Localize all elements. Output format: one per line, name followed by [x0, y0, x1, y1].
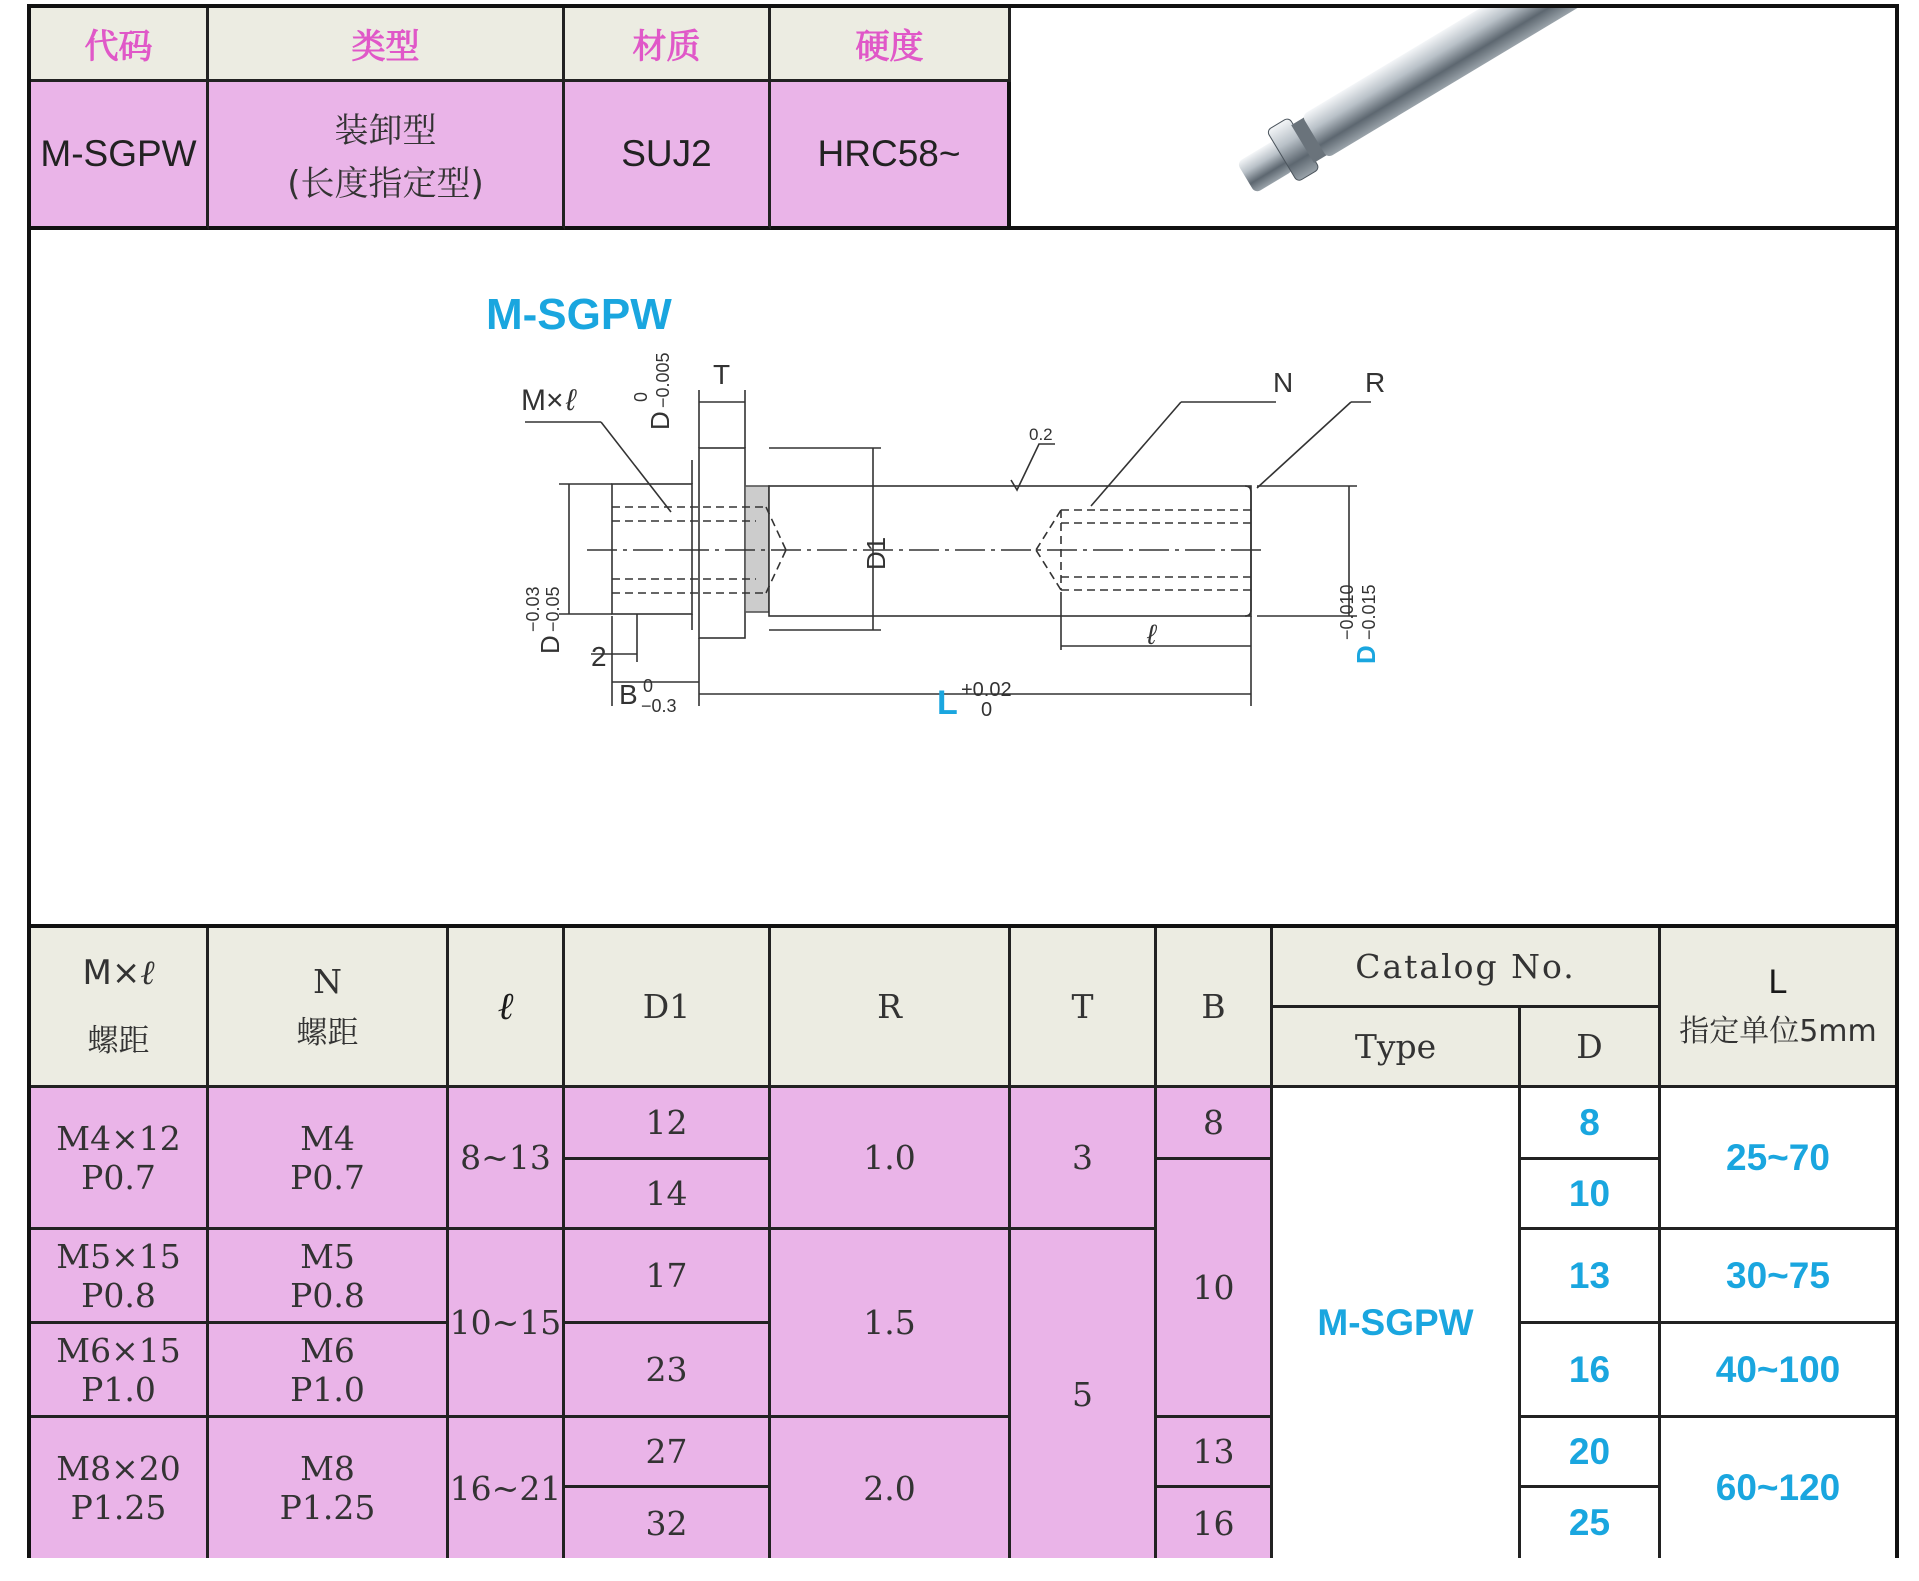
n-row-2 [209, 1230, 449, 1324]
tol-d-left-lower: −0.05 [543, 586, 563, 632]
d-row-4 [1521, 1324, 1661, 1418]
ell-3: 16~21 [449, 1468, 562, 1508]
r-3: 2.0 [863, 1468, 916, 1508]
tol-l-lower: 0 [981, 699, 993, 721]
n-2-line1: M5 [300, 1236, 355, 1276]
ell-header: ℓ [497, 984, 514, 1028]
pin-dimension-drawing [31, 230, 1895, 924]
b-row-1 [1157, 1088, 1273, 1160]
l-3: 40~100 [1715, 1348, 1841, 1390]
tol-d-left-upper: −0.03 [523, 586, 543, 632]
hardness-header [771, 8, 1011, 82]
label-t: T [713, 359, 731, 390]
mxl-2-line2: P0.8 [81, 1275, 156, 1315]
d-2: 10 [1568, 1172, 1611, 1214]
mxl-header-main: M× [82, 953, 141, 993]
d-3: 13 [1568, 1254, 1611, 1296]
code-header-label: 代码 [84, 27, 153, 67]
mxl-row-2 [31, 1230, 209, 1324]
n-1-line2: P0.7 [290, 1157, 365, 1197]
material-header [565, 8, 771, 82]
mxl-row-1 [31, 1088, 209, 1230]
d-row-5 [1521, 1418, 1661, 1488]
hardness-header-label: 硬度 [855, 27, 924, 67]
mxl-4-line1: M8×20 [56, 1449, 181, 1488]
mxl-1-line2: P0.7 [81, 1157, 156, 1197]
d-row-3 [1521, 1230, 1661, 1324]
material-value-cell [565, 82, 771, 230]
d-6: 25 [1568, 1502, 1611, 1543]
tol-b-upper: 0 [643, 676, 654, 696]
label-n: N [1273, 367, 1294, 398]
t-header: T [1071, 987, 1094, 1026]
d-5: 20 [1568, 1430, 1611, 1472]
n-header-sub: 螺距 [296, 1014, 359, 1051]
drawing-title: M-SGPW [486, 290, 672, 339]
t-row-1 [1011, 1088, 1157, 1230]
l-row-4 [1661, 1418, 1895, 1558]
type-value-cell [209, 82, 565, 230]
b-3: 13 [1192, 1432, 1235, 1471]
r-1: 1.0 [863, 1138, 916, 1177]
d-1: 8 [1579, 1101, 1600, 1143]
label-roughness: 0.2 [1029, 425, 1053, 444]
tol-b-lower: −0.3 [641, 696, 677, 716]
col-header-n [209, 928, 449, 1088]
mxl-1-line1: M4×12 [56, 1118, 181, 1158]
r-2: 1.5 [863, 1303, 916, 1342]
n-3-line2: P1.0 [290, 1369, 365, 1409]
col-header-b [1157, 928, 1273, 1088]
d1-row-6 [565, 1488, 771, 1558]
type-value-line2: (长度指定型) [287, 164, 484, 204]
material-header-label: 材质 [632, 27, 701, 67]
r-header: R [877, 987, 902, 1026]
d1-row-1 [565, 1088, 771, 1160]
l-1: 25~70 [1726, 1136, 1830, 1178]
label-ell-depth: ℓ [1147, 619, 1157, 650]
ell-1: 8~13 [460, 1138, 551, 1177]
tol-d-top-lower: −0.005 [653, 352, 673, 408]
r-row-1 [771, 1088, 1011, 1230]
d-row-1 [1521, 1088, 1661, 1160]
l-2: 30~75 [1726, 1254, 1830, 1296]
ell-row-1 [449, 1088, 565, 1230]
col-header-d [1521, 1008, 1661, 1088]
b-row-3 [1157, 1418, 1273, 1488]
d-row-6 [1521, 1488, 1661, 1558]
type-header-label: 类型 [351, 27, 420, 67]
mxl-header-sub: 螺距 [87, 1023, 150, 1059]
d1-header: D1 [642, 987, 691, 1026]
label-2: 2 [591, 641, 607, 672]
n-row-3 [209, 1324, 449, 1418]
type-header [209, 8, 565, 82]
label-d-left: D [535, 635, 565, 654]
l-header-main: L [1768, 963, 1788, 1001]
code-value-cell [31, 82, 209, 230]
label-l-length: L [937, 684, 958, 722]
r-row-3 [771, 1418, 1011, 1558]
technical-drawing [31, 230, 1895, 928]
d1-1: 12 [645, 1103, 688, 1142]
label-d1: D1 [861, 536, 891, 570]
mxl-header-ell: ℓ [140, 953, 155, 993]
d-4: 16 [1568, 1348, 1611, 1390]
d1-row-4 [565, 1324, 771, 1418]
d-row-2 [1521, 1160, 1661, 1230]
ell-row-3 [449, 1418, 565, 1558]
d1-6: 32 [645, 1503, 688, 1543]
col-header-r [771, 928, 1011, 1088]
catalog-header: Catalog No. [1355, 947, 1576, 986]
n-1-line1: M4 [300, 1118, 355, 1158]
b-row-2 [1157, 1160, 1273, 1418]
col-header-mxl [31, 928, 209, 1088]
t-2: 5 [1072, 1374, 1093, 1414]
label-d-right: D [1351, 645, 1381, 664]
code-header [31, 8, 209, 82]
code-value: M-SGPW [40, 133, 197, 174]
l-row-1 [1661, 1088, 1895, 1230]
n-3-line1: M6 [300, 1330, 355, 1370]
t-row-2 [1011, 1230, 1157, 1558]
d1-4: 23 [645, 1350, 688, 1389]
material-value: SUJ2 [621, 133, 712, 174]
label-b: B [619, 679, 638, 710]
tol-l-upper: +0.02 [961, 679, 1012, 701]
label-mxl-ell: ℓ [566, 384, 576, 417]
d1-5: 27 [645, 1432, 688, 1471]
type-value-line1: 装卸型 [334, 111, 437, 151]
col-header-ell [449, 928, 565, 1088]
col-header-t [1011, 928, 1157, 1088]
mxl-3-line1: M6×15 [56, 1330, 181, 1370]
type-value [1273, 1088, 1521, 1558]
n-2-line2: P0.8 [290, 1275, 365, 1315]
l-header-sub: 指定单位5mm [1679, 1014, 1877, 1049]
guide-pin-photo-icon [1011, 8, 1895, 226]
label-r: R [1365, 367, 1386, 398]
ell-2: 10~15 [449, 1303, 562, 1342]
n-4-line1: M8 [300, 1449, 355, 1488]
b-1: 8 [1203, 1103, 1224, 1142]
d1-3: 17 [645, 1256, 688, 1295]
tol-d-top-upper: 0 [631, 391, 651, 402]
d1-2: 14 [645, 1174, 688, 1213]
hardness-value-cell [771, 82, 1011, 230]
l-row-2 [1661, 1230, 1895, 1324]
tol-d-right-lower: −0.015 [1359, 584, 1379, 640]
d1-row-3 [565, 1230, 771, 1324]
l-row-3 [1661, 1324, 1895, 1418]
ell-row-2 [449, 1230, 565, 1418]
n-4-line2: P1.25 [279, 1488, 376, 1527]
d1-row-5 [565, 1418, 771, 1488]
mxl-2-line1: M5×15 [56, 1236, 181, 1276]
b-row-4 [1157, 1488, 1273, 1558]
spec-sheet [27, 4, 1899, 1558]
mxl-3-line2: P1.0 [81, 1369, 156, 1409]
label-mxl: M× [521, 384, 564, 417]
d1-row-2 [565, 1160, 771, 1230]
mxl-4-line2: P1.25 [70, 1488, 167, 1527]
tol-d-right-upper: −0.010 [1337, 584, 1357, 640]
b-header: B [1201, 987, 1226, 1026]
mxl-row-3 [31, 1324, 209, 1418]
col-header-type [1273, 1008, 1521, 1088]
type-header-col: Type [1354, 1027, 1437, 1066]
b-2: 10 [1192, 1268, 1235, 1307]
n-row-1 [209, 1088, 449, 1230]
col-header-d1 [565, 928, 771, 1088]
col-header-catalog [1273, 928, 1661, 1008]
n-row-4 [209, 1418, 449, 1558]
r-row-2 [771, 1230, 1011, 1418]
t-1: 3 [1072, 1138, 1093, 1177]
type-name: M-SGPW [1317, 1302, 1474, 1343]
l-4: 60~120 [1715, 1467, 1841, 1508]
product-photo [1011, 8, 1895, 230]
hardness-value: HRC58~ [817, 133, 961, 174]
label-d-top: D [645, 411, 675, 430]
col-header-l [1661, 928, 1895, 1088]
d-header: D [1576, 1027, 1603, 1066]
b-4: 16 [1192, 1503, 1235, 1543]
mxl-row-4 [31, 1418, 209, 1558]
n-header-main: N [313, 961, 342, 1001]
